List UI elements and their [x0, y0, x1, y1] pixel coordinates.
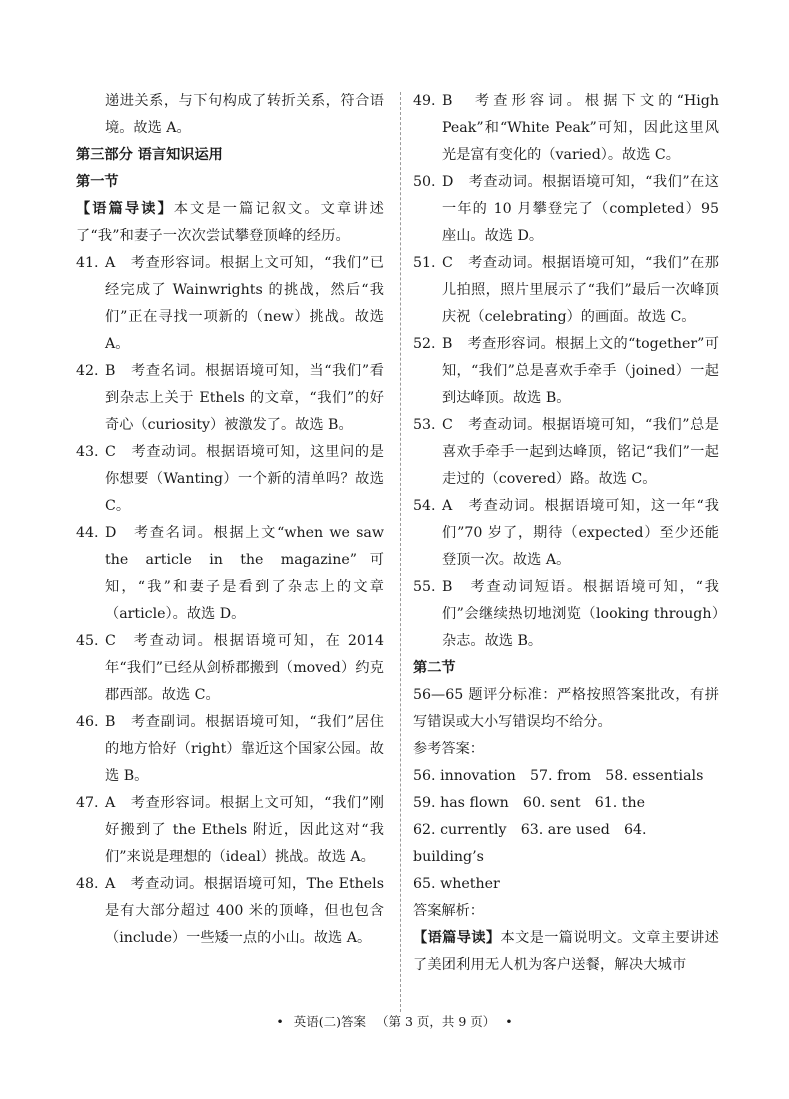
item-number: 55. [413, 579, 436, 595]
item-number: 49. [413, 93, 436, 109]
guide1-text: 本文是一篇记叙文。文章讲述了“我”和妻子一次次尝试攀登顶峰的经历。 [76, 201, 384, 244]
item-number: 46. [76, 714, 99, 730]
answer-item-52 [413, 331, 719, 412]
item-text: A 考查动词。根据语境可知，The Ethels 是有大部分超过 400 米的顶峰，但也包含（include）一些矮一点的小山。故选 A。 [105, 876, 384, 946]
guide2-label: 【语篇导读】 [413, 930, 501, 946]
footer-page-number: （第 3 页，共 9 页） [375, 1014, 496, 1029]
item-text: C 考查动词。根据语境可知，“我们”在那儿拍照，照片里展示了“我们”最后一次峰顶庆祝（celebrating）的画面。故选 C。 [442, 255, 719, 325]
continuation-text: 递进关系，与下句构成了转折关系，符合语境。故选 A。 [105, 93, 384, 136]
item-number: 44. [76, 525, 99, 541]
answer-item-48 [76, 871, 384, 952]
item-text: A 考查形容词。根据上文可知，“我们”刚好搬到了 the Ethels 附近，因此这对“我们”来说是理想的（ideal）挑战。故选 A。 [105, 795, 384, 865]
analysis-label: 答案解析： [413, 903, 484, 919]
right-column [413, 88, 719, 979]
guide1 [76, 196, 384, 250]
answer-item-50 [413, 169, 719, 250]
answer-line-4: 65. whether [413, 876, 500, 892]
reference-answer-label: 参考答案： [413, 741, 484, 757]
guide2 [413, 925, 719, 979]
page-footer [0, 1012, 789, 1030]
answer-item-53 [413, 412, 719, 493]
guide2-text: 本文是一篇说明文。文章主要讲述了美团利用无人机为客户送餐，解决大城市 [413, 930, 719, 973]
item-number: 42. [76, 363, 99, 379]
item-text: D 考查名词。根据上文“when we saw the article in the magazine”可知，“我”和妻子是看到了杂志上的文章（article）。故选 D。 [105, 525, 384, 622]
answer-item-43 [76, 439, 384, 520]
item-text: C 考查动词。根据语境可知，“我们”总是喜欢手牵手一起到达峰顶，铭记“我们”一起走过的（covered）路。故选 C。 [442, 417, 719, 487]
footer-title: 英语(二)答案 [293, 1014, 366, 1029]
item-number: 43. [76, 444, 99, 460]
item-number: 51. [413, 255, 436, 271]
item-text: A 考查形容词。根据上文可知，“我们”已经完成了 Wainwrights 的挑战，然后“我们”正在寻找一项新的（new）挑战。故选 A。 [105, 255, 384, 352]
guide1-label: 【语篇导读】 [76, 201, 174, 217]
item-number: 52. [413, 336, 436, 352]
item-text: B 考查副词。根据语境可知，“我们”居住的地方恰好（right）靠近这个国家公园。故选 B。 [105, 714, 384, 784]
answer-line-2: 59. has flown 60. sent 61. the [413, 795, 646, 811]
footer-bullet-left: • [276, 1014, 284, 1029]
item-number: 53. [413, 417, 436, 433]
answer-item-44 [76, 520, 384, 628]
section2-title: 第二节 [413, 660, 456, 676]
item-number: 54. [413, 498, 436, 514]
item-text: B 考查名词。根据语境可知，当“我们”看到杂志上关于 Ethels 的文章，“我们”的好奇心（curiosity）被激发了。故选 B。 [105, 363, 384, 433]
left-column [76, 88, 384, 952]
item-text: C 考查动词。根据语境可知，在 2014 年“我们”已经从剑桥郡搬到（moved）约克郡西部。故选 C。 [105, 633, 384, 703]
item-text: C 考查动词。根据语境可知，这里问的是你想要（Wanting）一个新的清单吗？故选 C。 [105, 444, 384, 514]
answer-line-1: 56. innovation 57. from 58. essentials [413, 768, 704, 784]
column-divider [400, 92, 401, 1012]
item-number: 45. [76, 633, 99, 649]
item-text: A 考查动词。根据语境可知，这一年“我们”70 岁了，期待（expected）至少还能登顶一次。故选 A。 [442, 498, 719, 568]
answer-item-54 [413, 493, 719, 574]
answer-item-51 [413, 250, 719, 331]
answer-item-49 [413, 88, 719, 169]
item-text: B 考查形容词。根据上文的“together”可知，“我们”总是喜欢手牵手（joined）一起到达峰顶。故选 B。 [442, 336, 719, 406]
grading-criteria: 56—65 题评分标准：严格按照答案批改，有拼写错误或大小写错误均不给分。 [413, 687, 719, 730]
item-number: 41. [76, 255, 99, 271]
part3-title: 第三部分 语言知识运用 [76, 147, 223, 163]
answer-item-46 [76, 709, 384, 790]
answer-item-42 [76, 358, 384, 439]
answer-item-47 [76, 790, 384, 871]
item-text: B 考查动词短语。根据语境可知，“我们”会继续热切地浏览（looking through）杂志。故选 B。 [442, 579, 719, 649]
answer-item-45 [76, 628, 384, 709]
section1-title: 第一节 [76, 174, 119, 190]
item-text: B 考查形容词。根据下文的“High Peak”和“White Peak”可知，因此这里风光是富有变化的（varied）。故选 C。 [442, 93, 719, 163]
item-text: D 考查动词。根据语境可知，“我们”在这一年的 10 月攀登完了（completed）95 座山。故选 D。 [442, 174, 719, 244]
answer-item-55 [413, 574, 719, 655]
item-number: 48. [76, 876, 99, 892]
footer-bullet-right: • [505, 1014, 513, 1029]
answer-line-3: 62. currently 63. are used 64. building’s [413, 822, 647, 865]
item-number: 50. [413, 174, 436, 190]
answer-item-41 [76, 250, 384, 358]
item-number: 47. [76, 795, 99, 811]
